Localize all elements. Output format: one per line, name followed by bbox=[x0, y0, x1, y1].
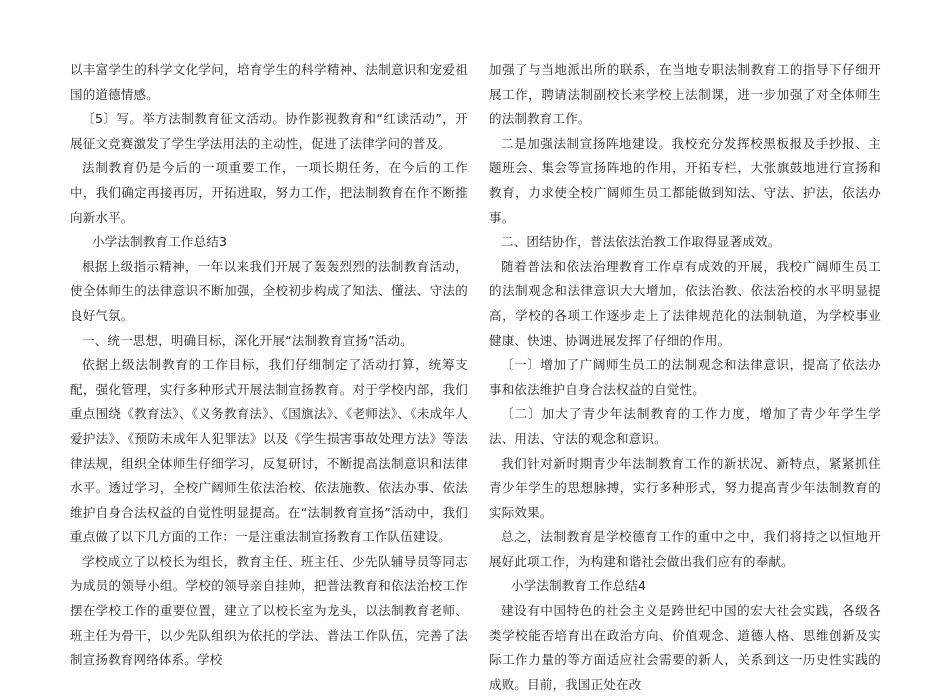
body-paragraph: 建设有中国特色的社会主义是跨世纪中国的宏大社会实践，各级各类学校能否培育出在政治方向、价值观念、道德人格、思维创新及实际工作力量的等方面适应社会需要的新人，关系到这一历史性实践的成败。目前，我国正处在改 bbox=[489, 603, 881, 692]
body-paragraph: 我们针对新时期青少年法制教育工作的新状况、新特点，紧紧抓住青少年学生的思想脉搏，实行多种形式，努力提高青少年法制教育的实际效果。 bbox=[489, 455, 881, 520]
body-paragraph: 随着普法和依法治理教育工作卓有成效的开展，我校广阔师生员工的法制观念和法律意识大大增加，依法治教、依法治校的水平明显提高，学校的各项工作逐步走上了法律规范化的法制轨道，为学校事业健康、快速、协调进展发挥了仔细的作用。 bbox=[489, 258, 881, 348]
body-paragraph: 二、团结协作，普法依法治教工作取得显著成效。 bbox=[501, 234, 781, 250]
body-paragraph: 法制教育仍是今后的一项重要工作，一项长期任务，在今后的工作中，我们确定再接再厉，开拓进取，努力工作，把法制教育在作不断推向新水平。 bbox=[70, 160, 468, 225]
body-paragraph: 〔二〕加大了青少年法制教育的工作力度，增加了青少年学生学法、用法、守法的观念和意识。 bbox=[489, 406, 881, 446]
body-paragraph: 依据上级法制教育的工作目标，我们仔细制定了活动打算，统筹支配，强化管理，实行多种形式开展法制宣扬教育。对于学校内部，我们重点围绕《教育法》、《义务教育法》、《国旗法》、《老师法》、《未成年人爱护法》、《预防未成年人犯罪法》以及《学生损害事故处理方法》等法律法规，组织全体师生仔细学习，反复研讨，不断提高法制意识和法律水平。透过学习，全校广阔师生依法治校、依法施教、依法办事、依法维护自身合法权益的自觉性明显提高。在“法制教育宣扬”活动中，我们重点做了以下几方面的工作：一是注重法制宣扬教育工作队伍建设。 bbox=[70, 357, 468, 545]
body-paragraph: 加强了与当地派出所的联系，在当地专职法制教育工的指导下仔细开展工作，聘请法制副校长来学校上法制课，进一步加强了对全体师生的法制教育工作。 bbox=[489, 62, 881, 127]
section-heading: 小学法制教育工作总结4 bbox=[511, 578, 647, 594]
body-paragraph: 以丰富学生的科学文化学问，培育学生的科学精神、法制意识和宠爱祖国的道德情感。 bbox=[70, 62, 468, 102]
body-paragraph: 总之，法制教育是学校德育工作的重中之中，我们将持之以恒地开展好此项工作，为构建和谐社会做出我们应有的奉献。 bbox=[489, 529, 881, 569]
body-paragraph: 〔5〕写。举方法制教育征文活动。协作影视教育和“红读活动”，开展征文竞赛激发了学生学法用法的主动性，促进了法律学问的普及。 bbox=[70, 111, 468, 151]
right-text-column bbox=[489, 58, 881, 697]
body-paragraph: 一、统一思想，明确目标，深化开展“法制教育宣扬”活动。 bbox=[82, 332, 413, 348]
section-heading: 小学法制教育工作总结3 bbox=[92, 234, 228, 250]
body-paragraph: 学校成立了以校长为组长，教育主任、班主任、少先队辅导员等同志为成员的领导小组。学校的领导亲自挂帅，把普法教育和依法治校工作摆在学校工作的重要位置，建立了以校长室为龙头，以法制教育老师、班主任为骨干，以少先队组织为依托的学法、普法工作队伍，完善了法制宣扬教育网络体系。学校 bbox=[70, 553, 468, 668]
body-paragraph: 〔一〕增加了广阔师生员工的法制观念和法律意识，提高了依法办事和依法维护自身合法权益的自觉性。 bbox=[489, 357, 881, 397]
body-paragraph: 二是加强法制宣扬阵地建设。我校充分发挥校黑板报及手抄报、主题班会、集会等宣扬阵地的作用，开拓专栏，大张旗鼓地进行宣扬和教育，力求使全校广阔师生员工都能做到知法、守法、护法，依法办事。 bbox=[489, 135, 881, 225]
body-paragraph: 根据上级指示精神，一年以来我们开展了轰轰烈烈的法制教育活动，使全体师生的法律意识不断加强，全校初步构成了知法、懂法、守法的良好气氛。 bbox=[70, 258, 468, 323]
left-text-column bbox=[70, 58, 468, 673]
